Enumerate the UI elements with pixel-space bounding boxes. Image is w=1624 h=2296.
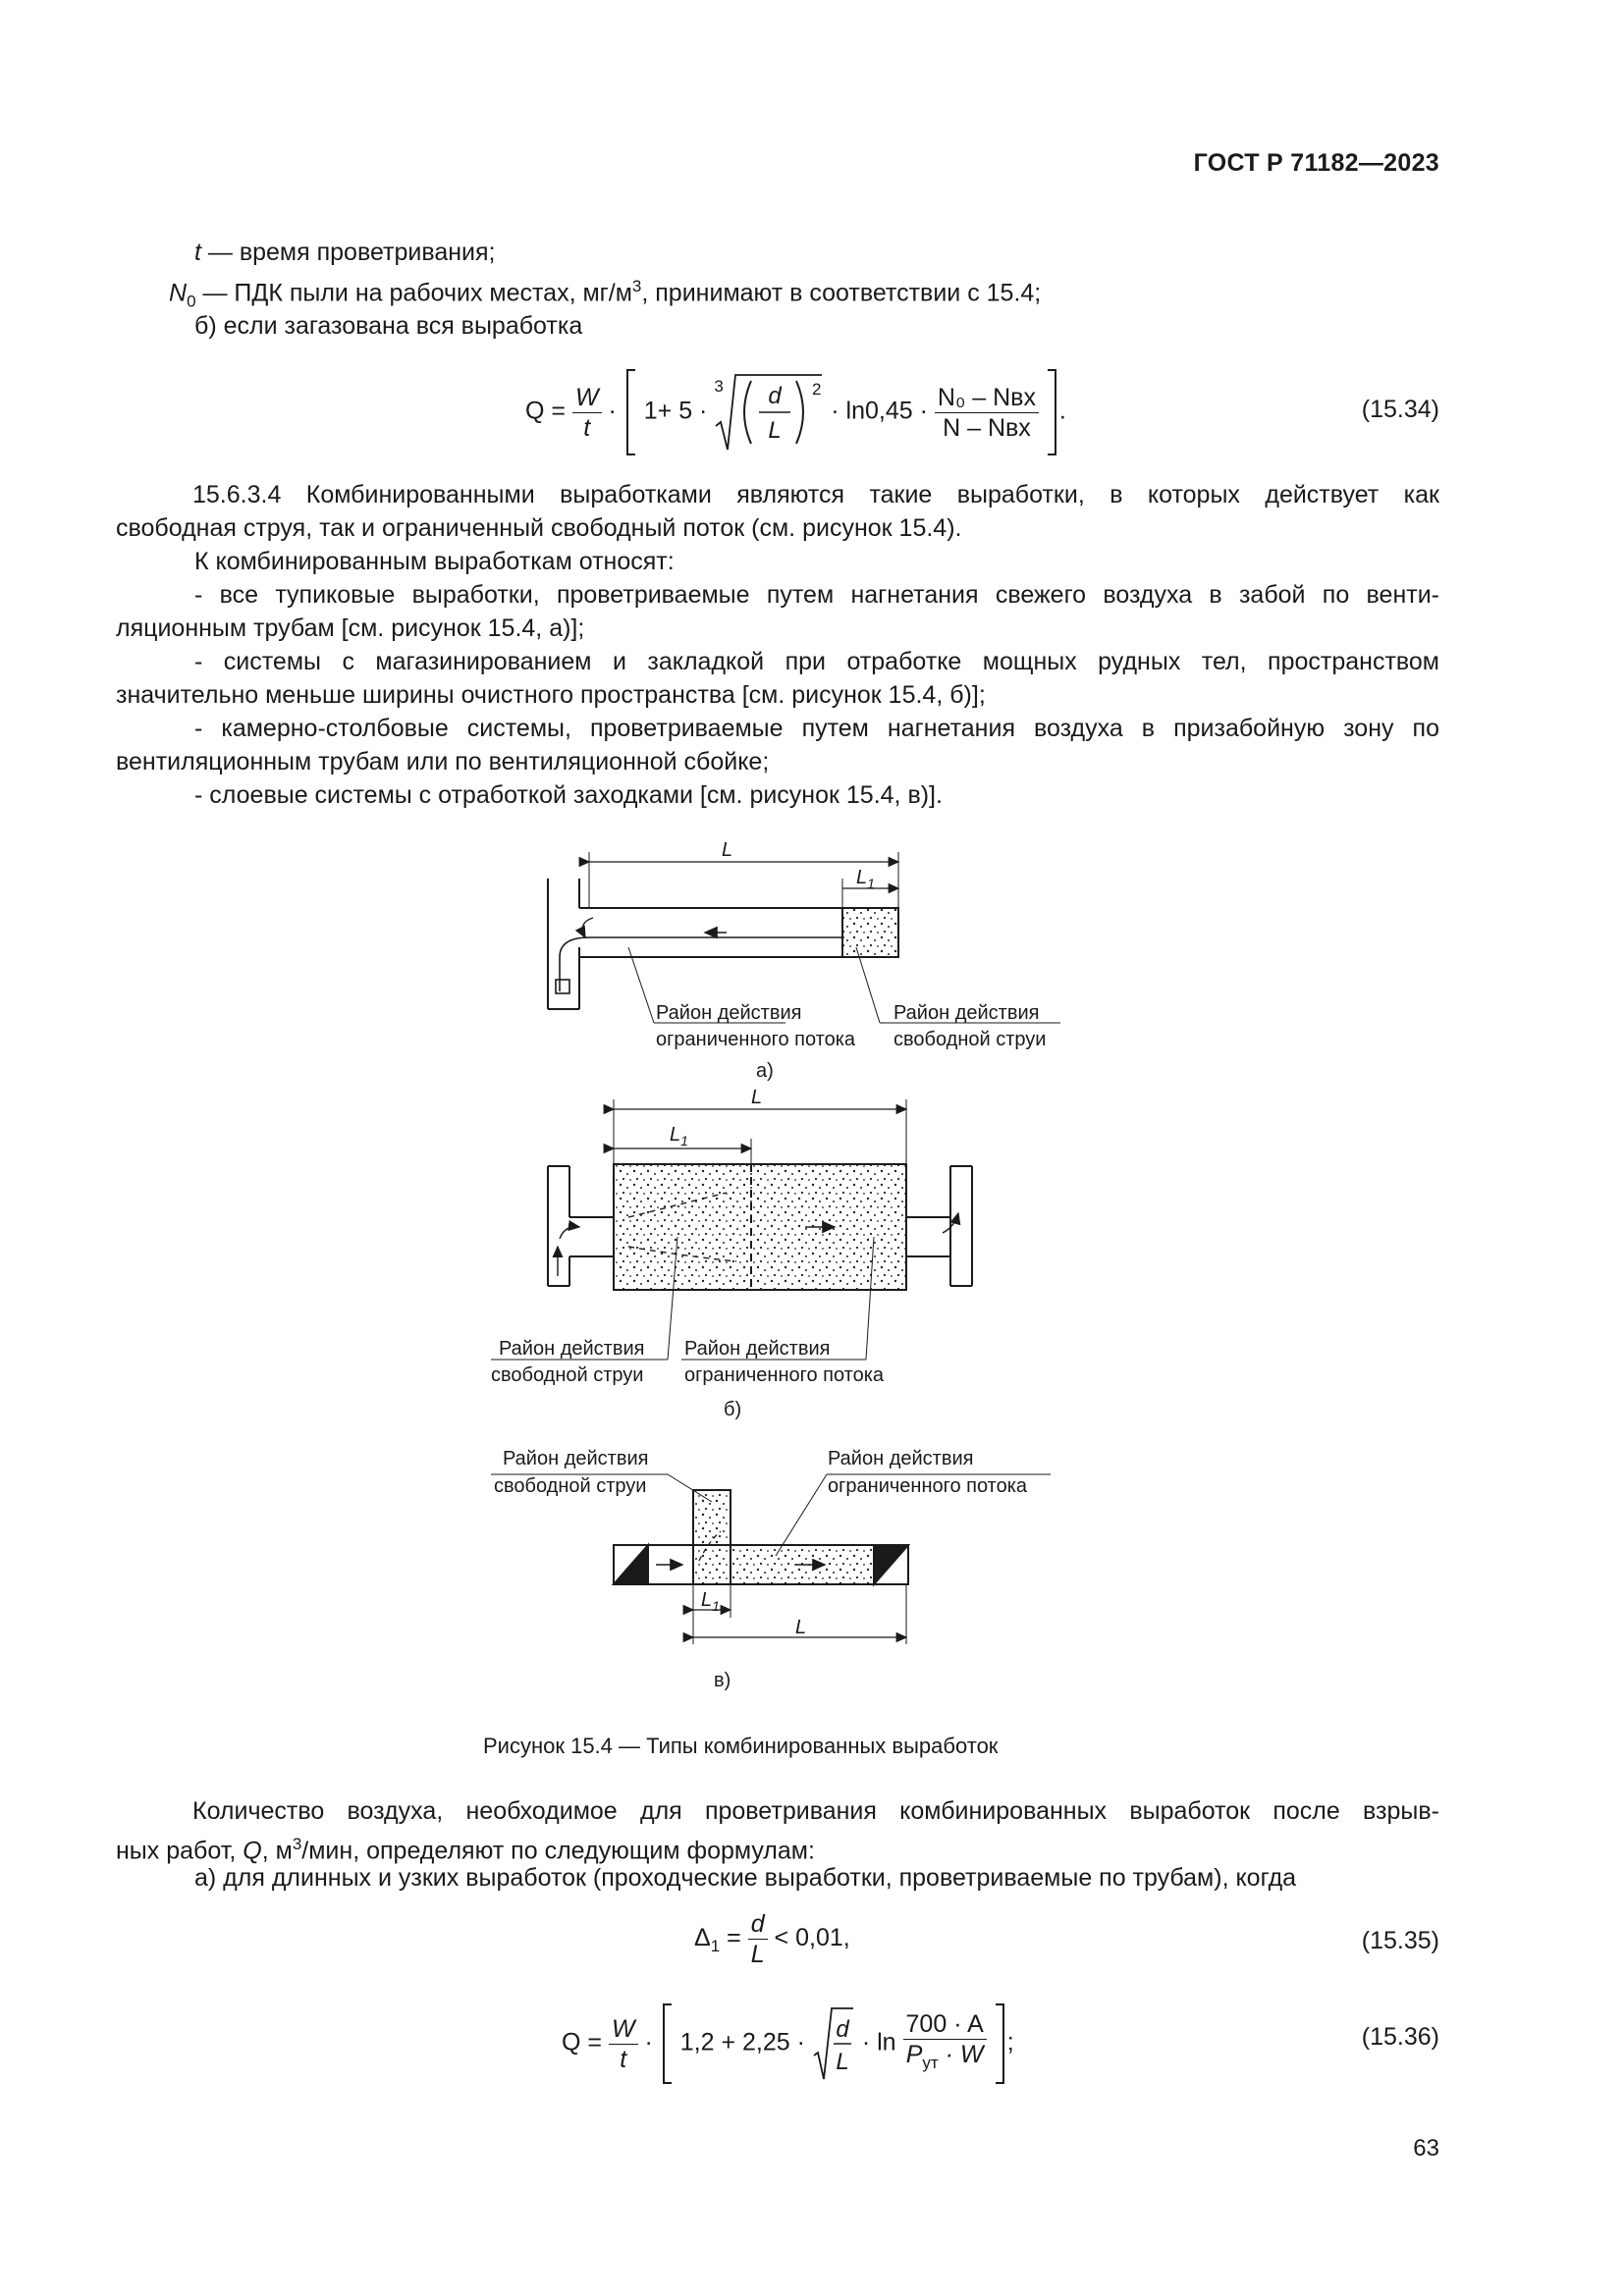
denominator: t bbox=[583, 413, 591, 442]
symbol-t: t bbox=[194, 239, 201, 266]
list-item-cont: значительно меньше ширины очистного пространства [см. рисунок 15.4, б)]; bbox=[116, 681, 986, 709]
definition-text: — время проветривания; bbox=[200, 239, 496, 266]
left-bracket bbox=[623, 368, 637, 456]
denominator-l: L bbox=[768, 417, 783, 444]
numerator: W bbox=[609, 2014, 638, 2045]
list-item-text: - камерно-столбовые системы, проветриваемые путем нагнетания воздуха в призабойную зону по bbox=[194, 715, 1439, 742]
ln-term: · ln bbox=[861, 2028, 896, 2056]
case-b-text: б) если загазована вся выработка bbox=[194, 312, 583, 340]
dim-label-l: L bbox=[722, 839, 733, 861]
list-item-cont: вентиляционным трубам или по вентиляционной сбойке; bbox=[116, 748, 770, 775]
l-text: L bbox=[701, 1589, 713, 1611]
list-item-text: - все тупиковые выработки, проветриваемые путем нагнетания свежего воздуха в забой по венти- bbox=[194, 581, 1439, 609]
dim-label-l1 bbox=[701, 1589, 720, 1614]
paragraph-line bbox=[116, 478, 1439, 511]
zone-label: свободной струи bbox=[893, 1029, 1047, 1050]
denominator: N – Nвх bbox=[943, 413, 1031, 442]
symbol-q: Q bbox=[243, 1837, 262, 1865]
zone-label: свободной струи bbox=[491, 1364, 644, 1386]
eq-end: ; bbox=[1006, 2028, 1014, 2056]
equation-15-35 bbox=[694, 1909, 850, 1969]
paragraph-text: 15.6.3.4 Комбинированными выработками являются такие выработки, в которых действует как bbox=[192, 481, 1439, 508]
denominator-l: L bbox=[836, 2049, 849, 2075]
left-bracket bbox=[660, 2002, 674, 2085]
numerator: W bbox=[572, 383, 602, 413]
right-bracket bbox=[994, 2002, 1007, 2085]
eq-rhs: < 0,01, bbox=[774, 1924, 850, 1952]
subscript: ут bbox=[922, 2054, 939, 2072]
equation-15-34 bbox=[525, 368, 1066, 456]
definition-text: — ПДК пыли на рабочих местах, мг/м bbox=[195, 279, 632, 307]
diagram-c bbox=[491, 1474, 1051, 1644]
eq-end: . bbox=[1058, 397, 1066, 425]
equation-number: (15.36) bbox=[1361, 2023, 1439, 2051]
zone-label: ограниченного потока bbox=[656, 1029, 856, 1050]
fraction-700a bbox=[903, 2009, 987, 2078]
list-item: - слоевые системы с отработкой заходками [см. рисунок 15.4, в)]. bbox=[194, 781, 943, 809]
symbol-w: · W bbox=[938, 2041, 984, 2068]
root-index: 3 bbox=[714, 377, 724, 396]
dim-label-l1 bbox=[670, 1124, 688, 1148]
list-item bbox=[116, 645, 1439, 678]
eq-lhs: Q = bbox=[562, 2028, 602, 2056]
fraction-w-t bbox=[609, 2014, 638, 2074]
eq-term: 1+ 5 · bbox=[643, 397, 708, 425]
subscript: 1 bbox=[710, 1937, 721, 1956]
equation-15-36 bbox=[562, 2002, 1014, 2085]
dot-operator: · bbox=[644, 2028, 653, 2056]
zone-label: Район действия bbox=[503, 1448, 649, 1469]
fraction-n bbox=[935, 383, 1039, 443]
paragraph-line: свободная струя, так и ограниченный свободный поток (см. рисунок 15.4). bbox=[116, 514, 962, 542]
numerator: N₀ – Nвх bbox=[935, 383, 1039, 413]
radical-sign bbox=[714, 371, 824, 454]
definition-t bbox=[194, 236, 496, 269]
l-sub: 1 bbox=[712, 1598, 720, 1614]
l-sub: 1 bbox=[680, 1133, 688, 1148]
paragraph-text: /мин, определяют по следующим формулам: bbox=[301, 1837, 815, 1865]
paragraph-text: ных работ, bbox=[116, 1837, 244, 1865]
eq-term: 1,2 + 2,25 · bbox=[679, 2028, 805, 2056]
ln-term: · ln0,45 · bbox=[831, 397, 928, 425]
numerator: 700 · A bbox=[903, 2009, 987, 2040]
superscript: 3 bbox=[631, 277, 642, 295]
delta: Δ bbox=[694, 1924, 711, 1952]
diagram-b bbox=[491, 1099, 972, 1360]
paragraph-text: Количество воздуха, необходимое для проветривания комбинированных выработок после взрыв- bbox=[192, 1797, 1439, 1825]
paragraph-line: а) для длинных и узких выработок (проходческие выработки, проветриваемые по трубам), когда bbox=[194, 1864, 1297, 1892]
zone-label: Район действия bbox=[499, 1338, 645, 1360]
equation-number: (15.34) bbox=[1361, 396, 1439, 423]
equation-number: (15.35) bbox=[1361, 1927, 1439, 1954]
zone-label: Район действия bbox=[684, 1338, 831, 1360]
document-header: ГОСТ Р 71182—2023 bbox=[1193, 149, 1439, 177]
list-item bbox=[116, 712, 1439, 745]
zone-label: ограниченного потока bbox=[828, 1475, 1028, 1497]
figure-caption: Рисунок 15.4 — Типы комбинированных выработок bbox=[483, 1734, 999, 1758]
exponent: 2 bbox=[812, 380, 822, 399]
numerator: d bbox=[748, 1909, 768, 1940]
dim-label-l1 bbox=[856, 867, 875, 891]
l-text: L bbox=[856, 867, 868, 888]
numerator-d: d bbox=[768, 383, 783, 409]
page-number: 63 bbox=[1413, 2135, 1439, 2162]
equals: = bbox=[727, 1924, 741, 1952]
subscript: 0 bbox=[187, 292, 196, 311]
square-root bbox=[812, 2004, 855, 2083]
fraction-w-t bbox=[572, 383, 602, 443]
radical-sign bbox=[812, 2004, 855, 2083]
list-item-cont: ляционным трубам [см. рисунок 15.4, а)]; bbox=[116, 614, 585, 642]
subfigure-label-c: в) bbox=[714, 1670, 731, 1691]
symbol-p: P bbox=[905, 2041, 923, 2068]
dim-label-l: L bbox=[795, 1617, 807, 1638]
denominator bbox=[903, 2040, 987, 2078]
diagram-a bbox=[548, 852, 1060, 1023]
subfigure-label-a: а) bbox=[756, 1060, 774, 1082]
paragraph-text: , м bbox=[261, 1837, 293, 1865]
dot-operator: · bbox=[608, 397, 617, 425]
list-item-text: - системы с магазинированием и закладкой при отработке мощных рудных тел, пространством bbox=[194, 648, 1439, 675]
numerator-d: d bbox=[836, 2016, 849, 2043]
superscript: 3 bbox=[292, 1835, 302, 1853]
right-bracket bbox=[1046, 368, 1059, 456]
dim-label-l: L bbox=[751, 1087, 763, 1108]
zone-label: ограниченного потока bbox=[684, 1364, 885, 1386]
list-item bbox=[116, 578, 1439, 612]
zone-label: свободной струи bbox=[494, 1475, 647, 1497]
denominator: L bbox=[750, 1941, 765, 1968]
l-sub: 1 bbox=[867, 876, 875, 891]
symbol-n: N bbox=[169, 279, 188, 307]
subfigure-label-b: б) bbox=[724, 1399, 742, 1420]
paragraph-line: К комбинированным выработкам относят: bbox=[194, 548, 675, 575]
definition-text: , принимают в соответствии с 15.4; bbox=[641, 279, 1042, 307]
zone-label: Район действия bbox=[656, 1002, 802, 1024]
l-text: L bbox=[670, 1124, 681, 1146]
figure-15-4 bbox=[0, 825, 1624, 1767]
denominator: t bbox=[620, 2045, 627, 2073]
cube-root bbox=[714, 371, 824, 454]
zone-label: Район действия bbox=[893, 1002, 1040, 1024]
paragraph-line bbox=[116, 1794, 1439, 1828]
fraction-d-l bbox=[748, 1909, 768, 1969]
zone-label: Район действия bbox=[828, 1448, 974, 1469]
eq-lhs: Q = bbox=[525, 397, 566, 425]
